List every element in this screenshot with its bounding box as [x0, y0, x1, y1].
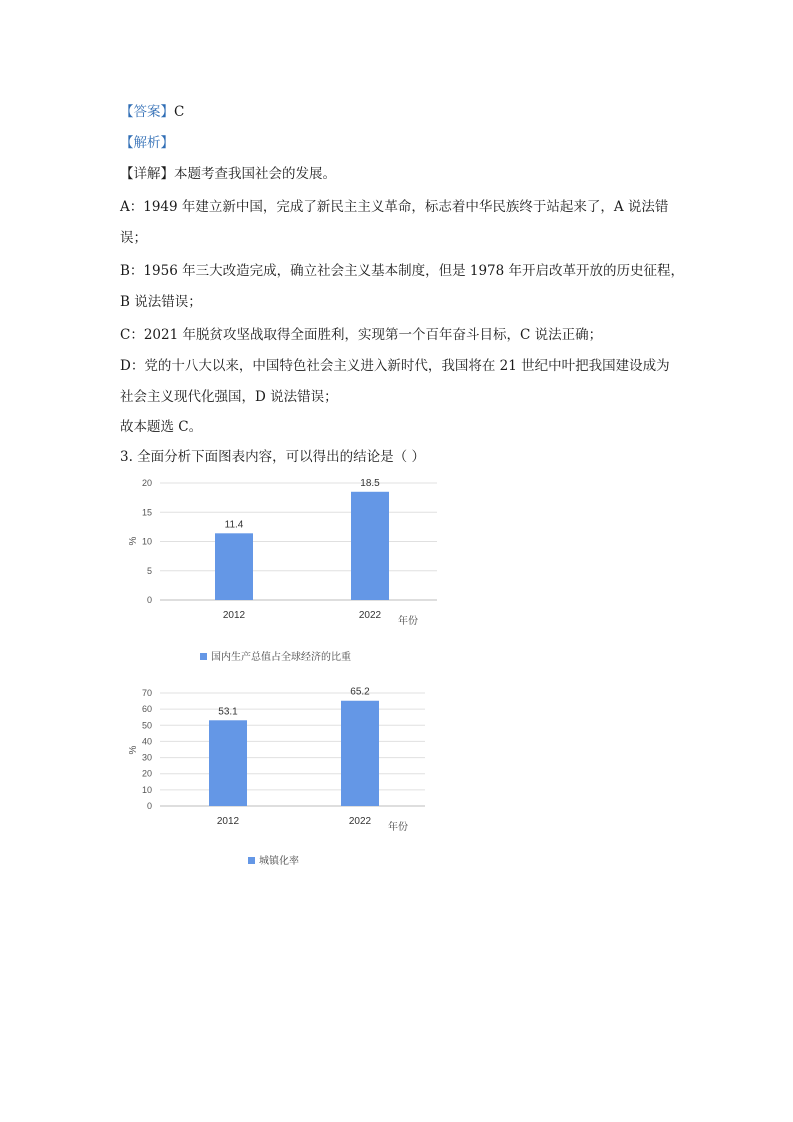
y-tick-label: 60	[141, 704, 152, 715]
bar-2022	[351, 492, 389, 600]
answer-label: 【答案】	[120, 104, 174, 120]
y-axis-label: %	[128, 536, 139, 546]
x-tick-label: 2022	[358, 610, 382, 621]
y-axis-label: %	[128, 745, 139, 755]
y-tick-label: 50	[141, 720, 152, 731]
x-tick-label: 2022	[348, 816, 372, 827]
answer-value: C	[174, 104, 185, 120]
y-tick-label: 5	[146, 565, 152, 576]
analysis-label: 【解析】	[120, 135, 174, 151]
y-tick-label: 10	[141, 784, 152, 795]
chart-gdp-share-svg	[120, 470, 450, 680]
option-b-line1: B：1956 年三大改造完成，确立社会主义基本制度，但是 1978 年开启改革开放的历史征程，	[120, 263, 685, 279]
bar-2012	[215, 533, 253, 600]
data-label: 65.2	[350, 686, 370, 698]
question-3: 3. 全面分析下面图表内容，可以得出的结论是（ ）	[120, 449, 425, 465]
data-label: 53.1	[218, 706, 238, 718]
y-tick-label: 20	[141, 768, 152, 779]
conclusion: 故本题选 C。	[120, 419, 203, 435]
answer-line	[120, 102, 184, 122]
data-label: 11.4	[224, 519, 244, 531]
x-axis-label: 年份	[398, 616, 418, 627]
option-d-line2: 社会主义现代化强国，D 说法错误；	[120, 389, 338, 405]
detail-line	[120, 164, 336, 184]
legend-label: 城镇化率	[259, 856, 299, 867]
y-tick-label: 0	[146, 801, 152, 811]
x-tick-label: 2012	[216, 816, 240, 827]
option-d-line1: D：党的十八大以来，中国特色社会主义进入新时代，我国将在 21 世纪中叶把我国建设成为	[120, 358, 670, 374]
chart-urbanization-svg	[120, 680, 450, 880]
legend-label: 国内生产总值占全球经济的比重	[211, 652, 351, 663]
x-tick-label: 2012	[222, 610, 246, 621]
chart-urbanization	[120, 680, 450, 884]
y-tick-label: 40	[141, 736, 152, 747]
y-tick-label: 15	[141, 507, 152, 518]
bar-2022	[341, 701, 379, 806]
option-a-line2: 误；	[120, 230, 147, 246]
option-a-line1: A：1949 年建立新中国，完成了新民主主义革命，标志着中华民族终于站起来了，A 说法错	[120, 199, 669, 215]
x-axis-label: 年份	[388, 822, 408, 833]
legend-swatch	[200, 653, 207, 660]
y-tick-label: 10	[141, 536, 152, 547]
bar-2012	[209, 720, 247, 806]
y-tick-label: 0	[146, 595, 152, 605]
y-tick-label: 70	[141, 688, 152, 698]
detail-label: 【详解】	[120, 166, 174, 182]
chart-gdp-share	[120, 470, 450, 684]
option-b-line2: B 说法错误；	[120, 294, 202, 310]
y-tick-label: 20	[141, 478, 152, 488]
y-tick-label: 30	[141, 752, 152, 763]
data-label: 18.5	[360, 477, 380, 489]
legend-swatch	[248, 857, 255, 864]
option-c-line1: C：2021 年脱贫攻坚战取得全面胜利，实现第一个百年奋斗目标，C 说法正确；	[120, 327, 603, 343]
detail-text: 本题考查我国社会的发展。	[174, 166, 336, 182]
